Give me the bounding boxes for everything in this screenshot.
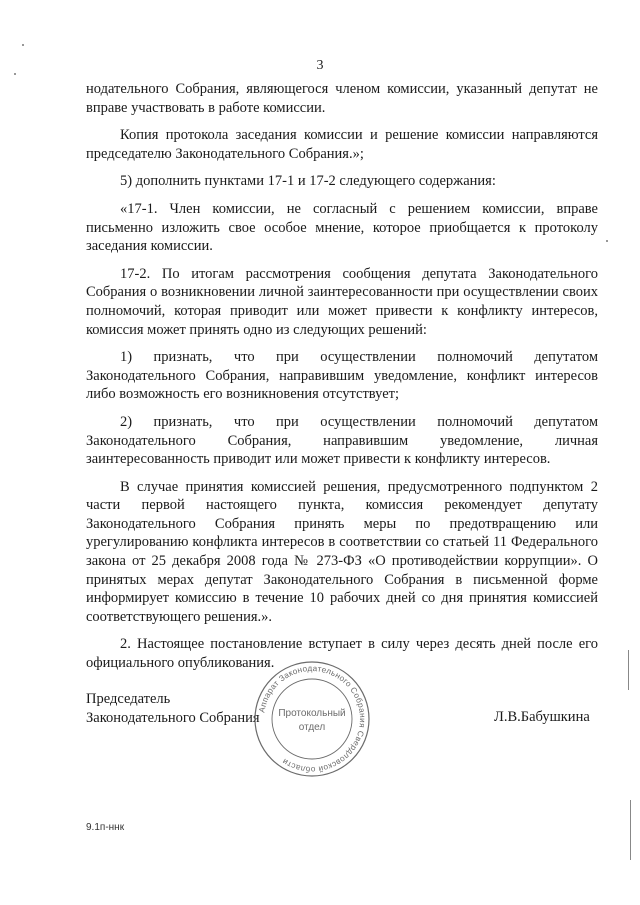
- page-number: 3: [316, 58, 324, 73]
- scan-edge-mark: [630, 800, 631, 860]
- stamp-inner-line2: отдел: [298, 722, 326, 733]
- signatory-name: Л.В.Бабушкина: [494, 709, 590, 725]
- paragraph-decision-1: 1) признать, что при осуществлении полномочий депутатом Законодательного Собрания, направившим уведомление, конфликт интересов либо возможность его возникновения отсутствует;: [86, 349, 598, 403]
- stamp-outer-text: Аппарат Законодательного Собрания Свердловской области: [257, 663, 368, 775]
- paragraph-continuation: нодательного Собрания, являющегося членом комиссии, указанный депутат не вправе участвовать в работе комиссии.: [86, 81, 598, 116]
- signature-title-line2: Законодательного Собрания: [86, 710, 260, 726]
- scan-speck: [22, 44, 24, 46]
- scan-speck: [14, 73, 16, 75]
- scan-edge-mark: [628, 650, 629, 690]
- paragraph-decision-2: 2) признать, что при осуществлении полномочий депутатом Законодательного Собрания, направившим уведомление, личная заинтересованность приводит или может привести к конфликту интересов.: [86, 413, 598, 468]
- official-stamp: [252, 659, 372, 779]
- paragraph-effective-date: 2. Настоящее постановление вступает в силу через десять дней после его официального опубликования.: [86, 636, 598, 672]
- paragraph-item-5: 5) дополнить пунктами 17-1 и 17-2 следующего содержания:: [120, 173, 496, 190]
- signature-title: [86, 690, 260, 728]
- stamp-inner-line1: Протокольный: [278, 708, 346, 719]
- scan-speck: [606, 240, 608, 242]
- signature-title-line1: Председатель: [86, 691, 171, 707]
- paragraph-17-2: 17-2. По итогам рассмотрения сообщения депутата Законодательного Собрания о возникновении личной заинтересованности при осуществлении своих полномочий, которая приводит или может привести к конфликту интересов, комиссия может принять одно из следующих решений:: [86, 265, 598, 338]
- paragraph-recommendation: В случае принятия комиссией решения, предусмотренного подпунктом 2 части первой настоящего пункта, комиссия рекомендует депутату Законодательного Собрания принять меры по предотвращению или урегулированию конфликта интересов в соответствии со статьей 11 Федерального закона от 25 декабря 2008 года № 273-ФЗ «О противодействии коррупции». О принятых мерах депутат Законодательного Собрания в письменной форме информирует комиссию в течение 10 рабочих дней со дня принятия комиссией соответствующего решения.».: [86, 478, 598, 625]
- document-body: [86, 80, 598, 682]
- paragraph-copy-protocol: Копия протокола заседания комиссии и решение комиссии направляются председателю Законодательного Собрания.»;: [86, 127, 598, 162]
- footer-code: 9.1п-ннк: [86, 822, 125, 833]
- paragraph-17-1: «17-1. Член комиссии, не согласный с решением комиссии, вправе письменно изложить свое особое мнение, которое приобщается к протоколу заседания комиссии.: [86, 200, 598, 255]
